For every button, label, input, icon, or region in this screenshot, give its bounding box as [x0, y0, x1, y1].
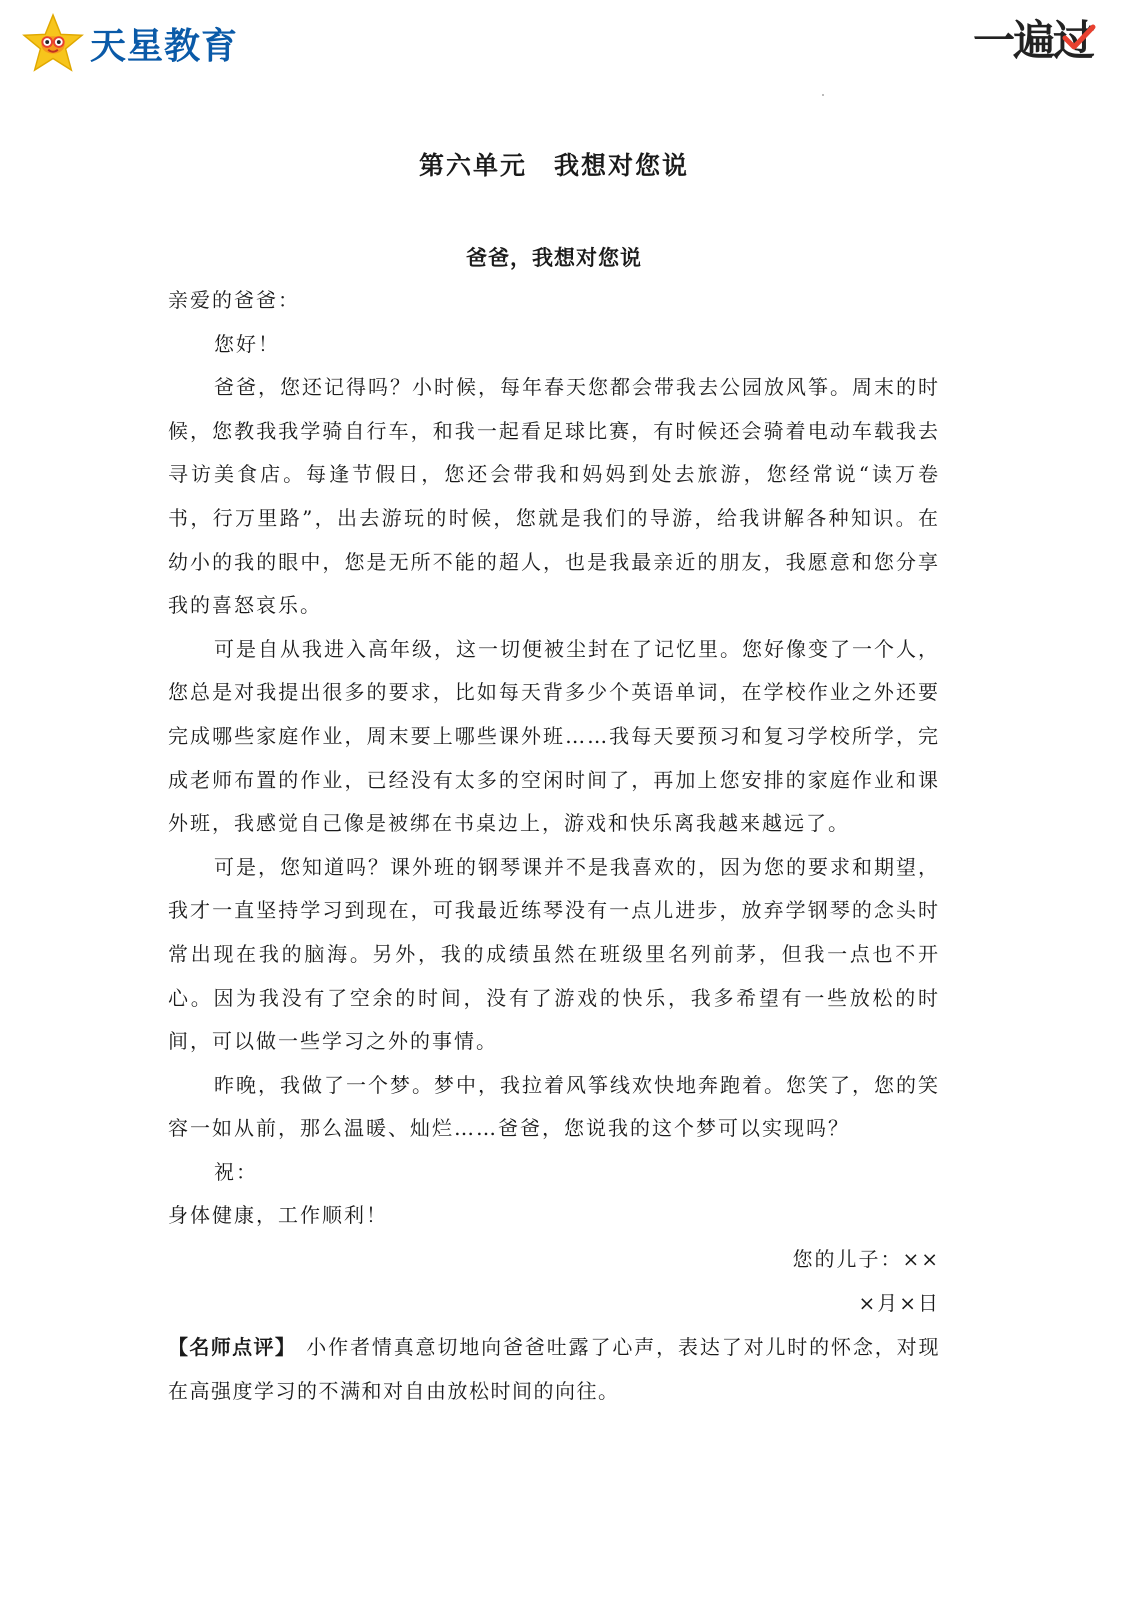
paragraph: 可是，您知道吗？课外班的钢琴课并不是我喜欢的，因为您的要求和期望，我才一直坚持学习到现在，可我最近练琴没有一点儿进步，放弃学钢琴的念头时常出现在我的脑海。另外，我的成绩虽然在班级里名列前茅，但我一点也不开心。因为我没有了空余的时间，没有了游戏的快乐，我多希望有一些放松的时间，可以做一些学习之外的事情。 [168, 854, 940, 1054]
unit-title: 第六单元 我想对您说 [418, 151, 689, 180]
brand-name: 天星教育 [90, 25, 239, 67]
corner-label: 一遍过 [972, 16, 1093, 65]
star-mascot-icon [22, 13, 84, 73]
closing-wish: 身体健康，工作顺利！ [168, 1203, 388, 1228]
salutation: 亲爱的爸爸： [168, 288, 300, 312]
greeting: 您好！ [214, 331, 280, 356]
paragraph: 昨晚，我做了一个梦。梦中，我拉着风筝线欢快地奔跑着。您笑了，您的笑容一如从前，那么温暖、灿烂……爸爸，您说我的这个梦可以实现吗？ [168, 1072, 940, 1141]
review-text: 小作者情真意切地向爸爸吐露了心声，表达了对儿时的怀念，对现在高强度学习的不满和对自由放松时间的向往。 [168, 1335, 941, 1403]
review-label: 【名师点评】 [168, 1335, 297, 1359]
teacher-review [168, 1326, 940, 1413]
scan-dot [822, 94, 824, 96]
letter-body [168, 279, 940, 1325]
date: ×月×日 [858, 1290, 940, 1315]
red-check-icon [1059, 22, 1099, 54]
paragraph: 爸爸，您还记得吗？小时候，每年春天您都会带我去公园放风筝。周末的时候，您教我我学骑自行车，和我一起看足球比赛，有时候还会骑着电动车载我去寻访美食店。每逢节假日，您还会带我和妈妈到处去旅游，您经常说“读万卷书，行万里路”，出去游玩的时候，您就是我们的导游，给我讲解各种知识。在幼小的我的眼中，您是无所不能的超人，也是我最亲近的朋友，我愿意和您分享我的喜怒哀乐。 [168, 375, 940, 618]
signature: 您的儿子：×× [792, 1247, 940, 1272]
essay-title: 爸爸，我想对您说 [466, 245, 642, 270]
paragraph: 可是自从我进入高年级，这一切便被尘封在了记忆里。您好像变了一个人，您总是对我提出很多的要求，比如每天背多少个英语单词，在学校作业之外还要完成哪些家庭作业，周末要上哪些课外班……我每天要预习和复习学校所学，完成老师布置的作业，已经没有太多的空闲时间了，再加上您安排的家庭作业和课外班，我感觉自己像是被绑在书桌边上，游戏和快乐离我越来越远了。 [168, 636, 940, 836]
closing-prefix: 祝： [214, 1159, 258, 1184]
brand-logo [22, 12, 238, 74]
corner-logo [973, 8, 1093, 68]
